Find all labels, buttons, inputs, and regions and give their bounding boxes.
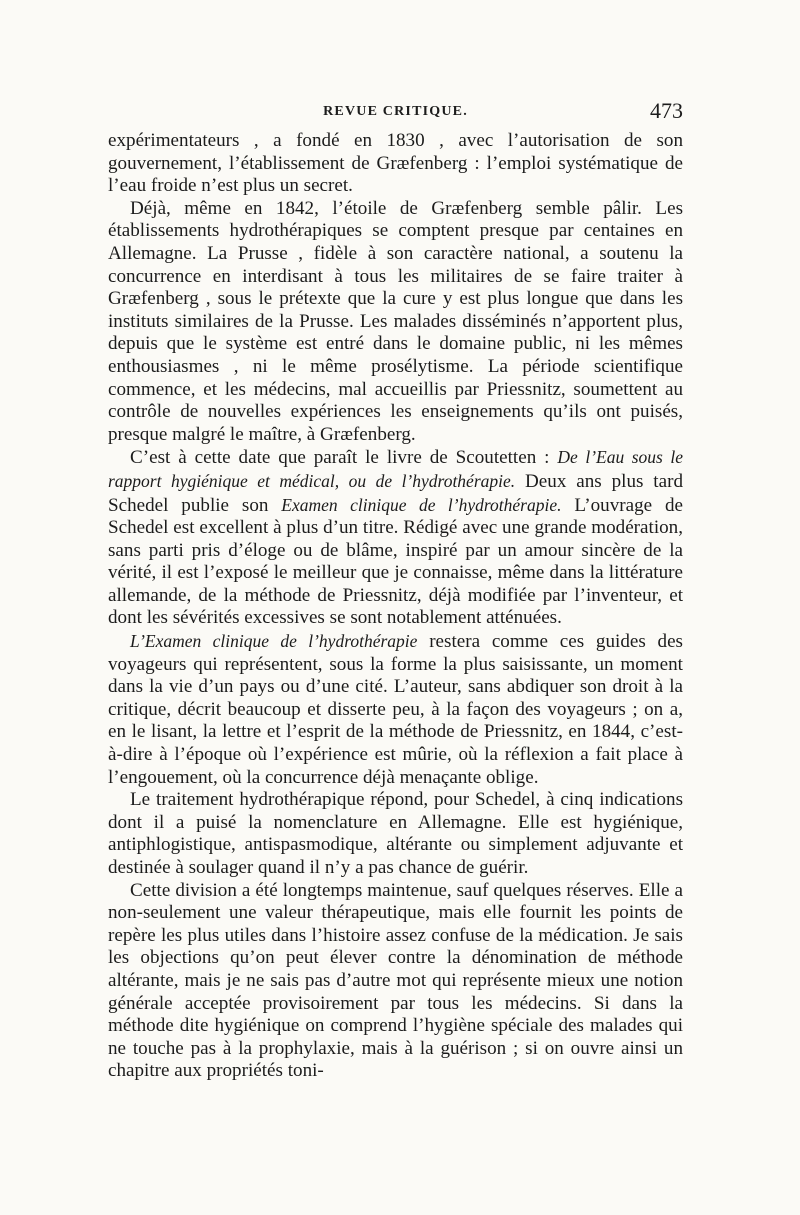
paragraph: Cette division a été longtemps maintenue, sauf quelques réserves. Elle a non-seulement une valeur thérapeutique, mais elle fournit les points de repère les plus utiles dans l’histoire assez confuse de la médication. Je sais les objections qu’on peut élever contre la dénomination de méthode altérante, mais je ne sais pas d’autre mot qui représente mieux une notion générale acceptée provisoirement par tous les médecins. Si dans la méthode dite hygiénique on comprend l’hygiène spéciale des malades qui ne touche pas à la prophylaxie, mais à la guérison ; si on ouvre ainsi un chapitre aux propriétés toni- xyxy=(108,879,683,1082)
paragraph-text: C’est à cette date que paraît le livre de Scoutetten : xyxy=(130,447,558,469)
paragraph xyxy=(108,630,683,789)
running-title: REVUE CRITIQUE. xyxy=(323,104,468,119)
paragraph-text: restera comme ces guides des voyageurs qui représentent, sous la forme la plus saisissante, un moment dans la vie d’un pays ou d’une cité. L’auteur, sans abdiquer son droit à la critique, décrit beaucoup et disserte peu, à la façon des voyageurs ; on a, en le lisant, la lettre et l’esprit de la méthode de Priessnitz, en 1844, c’est-à-dire à l’époque où l’expérience est mûrie, où la réflexion a fait place à l’engouement, où la concurrence déjà menaçante oblige. xyxy=(108,631,683,788)
paragraph: expérimentateurs , a fondé en 1830 , avec l’autorisation de son gouvernement, l’établissement de Græfenberg : l’emploi systématique de l’eau froide n’est plus un secret. xyxy=(108,130,683,197)
paragraph: Le traitement hydrothérapique répond, pour Schedel, à cinq indications dont il a puisé la nomenclature en Allemagne. Elle est hygiénique, antiphlogistique, antispasmodique, altérante ou simplement adjuvante et destinée à soulager quand il n’y a pas chance de guérir. xyxy=(108,789,683,878)
page-number: 473 xyxy=(650,98,683,123)
book-title: L’Examen clinique de l’hydrothérapie xyxy=(130,631,418,652)
book-title: Examen clinique de l’hydrothérapie. xyxy=(281,494,562,515)
body-text xyxy=(108,130,683,1083)
paragraph xyxy=(108,446,683,630)
paragraph: Déjà, même en 1842, l’étoile de Græfenberg semble pâlir. Les établissements hydrothérapiques se comptent presque par centaines en Allemagne. La Prusse , fidèle à son caractère national, a soutenu la concurrence en interdisant à tous les militaires de se faire traiter à Græfenberg , sous le prétexte que la cure y est plus longue que dans les instituts similaires de la Prusse. Les malades disséminés n’apportent plus, depuis que le système est entré dans le domaine public, ni les mêmes enthousiasmes , ni le même prosélytisme. La période scientifique commence, et les médecins, mal accueillis par Priessnitz, soumettent au contrôle de nouvelles expériences les enseignements qu’ils ont puisés, presque malgré le maître, à Græfenberg. xyxy=(108,197,683,445)
paragraph-text: Deux ans plus tard Schedel publie son xyxy=(108,470,683,516)
page-header xyxy=(108,98,683,126)
paragraph-text: L’ouvrage de Schedel est excellent à plus d’un titre. Rédigé avec une grande modération, sans parti pris d’éloge ou de blâme, inspiré par un amour sincère de la vérité, il est l’exposé le meilleur que je connaisse, même dans la littérature allemande, de la méthode de Priessnitz, déjà modifiée par l’inventeur, et dont les sévérités excessives se sont notablement atténuées. xyxy=(108,494,683,629)
book-title: De l’Eau sous le rapport hygiénique et médical, ou de l’hydrothérapie. xyxy=(108,447,683,491)
